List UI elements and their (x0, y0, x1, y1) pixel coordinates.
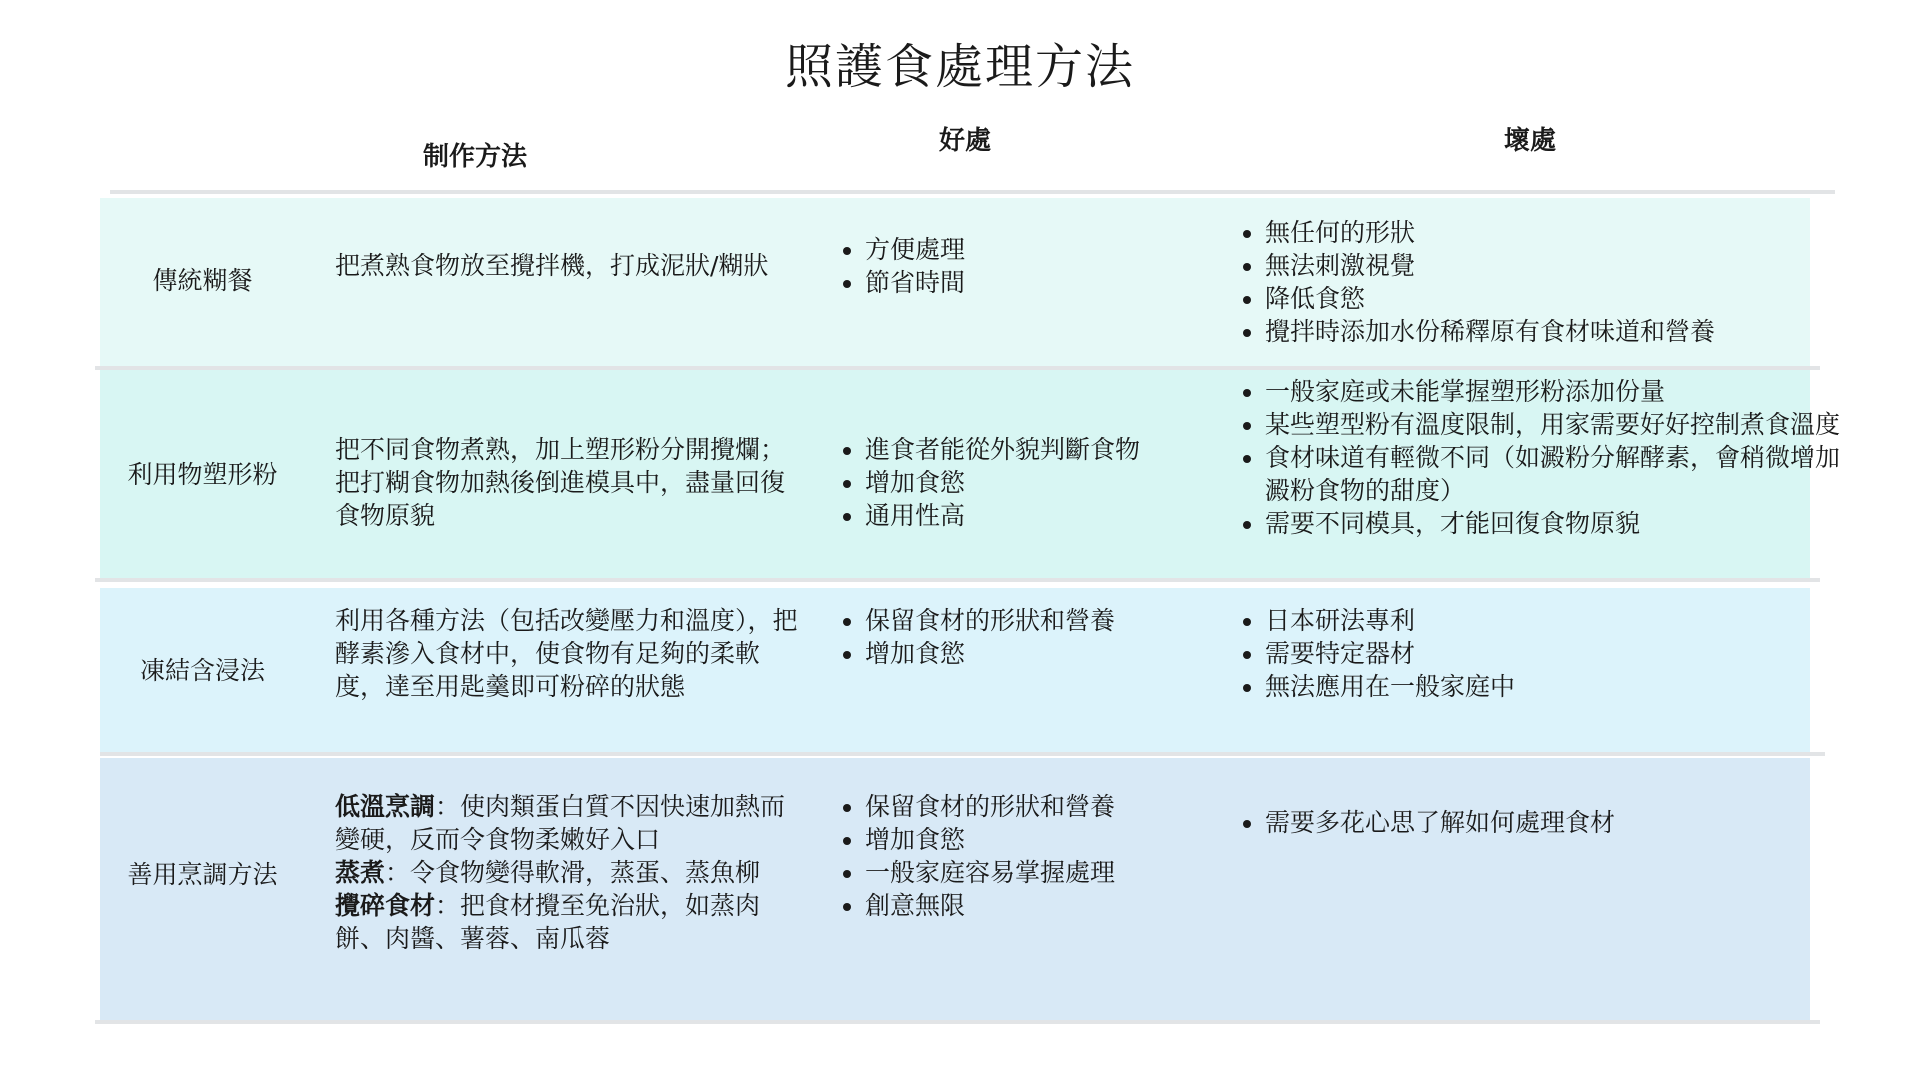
row-pros-list (830, 790, 1255, 922)
row-pros-list (830, 433, 1255, 532)
table-row-cooking-methods (100, 758, 1810, 1020)
list-item: • 節省時間 (865, 266, 1255, 299)
row-method (335, 790, 805, 955)
row-cons-list (1230, 806, 1845, 839)
column-header-pros: 好處 (938, 126, 991, 156)
row-method: 把煮熟食物放至攪拌機，打成泥狀/糊狀 (335, 251, 769, 280)
page-title: 照護食處理方法 (784, 39, 1135, 95)
list-item: • 無法應用在一般家庭中 (1265, 670, 1845, 703)
method-part-text: ：令食物變得軟滑，蒸蛋、蒸魚柳 (385, 858, 761, 887)
row-divider (95, 578, 1820, 582)
list-item: • 進食者能從外貌判斷食物 (865, 433, 1255, 466)
list-item: • 降低食慾 (1265, 282, 1845, 315)
method-part-text: ：把食材攪至免治狀，如蒸肉餅、肉醬、薯蓉、南瓜蓉 (335, 891, 761, 953)
row-name: 利用物塑形粉 (127, 460, 278, 489)
column-header-method: 制作方法 (422, 142, 527, 172)
row-cons-list (1230, 216, 1845, 348)
list-item: • 食材味道有輕微不同（如澱粉分解酵素，會稍微增加澱粉食物的甜度） (1265, 441, 1845, 507)
list-item: • 一般家庭或未能掌握塑形粉添加份量 (1265, 375, 1845, 408)
row-pros-list (830, 604, 1255, 670)
row-cons-list (1230, 604, 1845, 703)
method-part-steam (335, 856, 805, 889)
list-item: • 日本研法專利 (1265, 604, 1845, 637)
method-part-text: ：使肉類蛋白質不因快速加熱而變硬，反而令食物柔嫩好入口 (335, 792, 786, 854)
list-item: • 無法刺激視覺 (1265, 249, 1845, 282)
table-bottom-border (95, 1020, 1820, 1024)
row-method: 把不同食物煮熟，加上塑形粉分開攪爛；把打糊食物加熱後倒進模具中，盡量回復食物原貌 (335, 435, 786, 530)
list-item: • 增加食慾 (865, 823, 1255, 856)
list-item: • 某些塑型粉有溫度限制，用家需要好好控制煮食溫度 (1265, 408, 1845, 441)
method-part-mince (335, 889, 805, 955)
method-part-label: 蒸煮 (335, 858, 386, 887)
list-item: • 一般家庭容易掌握處理 (865, 856, 1255, 889)
list-item: • 攪拌時添加水份稀釋原有食材味道和營養 (1265, 315, 1845, 348)
row-method: 利用各種方法（包括改變壓力和溫度），把酵素滲入食材中，使食物有足夠的柔軟度，達至用匙羹即可粉碎的狀態 (335, 606, 798, 701)
table-row-traditional-puree (100, 198, 1810, 366)
list-item: • 需要多花心思了解如何處理食材 (1265, 806, 1845, 839)
list-item: • 保留食材的形狀和營養 (865, 790, 1255, 823)
row-name: 凍結含浸法 (139, 656, 265, 685)
list-item: • 需要特定器材 (1265, 637, 1845, 670)
list-item: • 增加食慾 (865, 466, 1255, 499)
method-part-label: 低溫烹調 (335, 792, 436, 821)
row-name: 傳統糊餐 (152, 266, 253, 295)
list-item: • 方便處理 (865, 233, 1255, 266)
list-item: • 增加食慾 (865, 637, 1255, 670)
table-row-freeze-infusion (100, 588, 1810, 752)
row-name: 善用烹調方法 (127, 860, 278, 889)
method-part-low-temp (335, 790, 805, 856)
list-item: • 通用性高 (865, 499, 1255, 532)
header-divider (110, 190, 1835, 194)
list-item: • 需要不同模具，才能回復食物原貌 (1265, 507, 1845, 540)
row-cons-list (1230, 375, 1845, 540)
list-item: • 創意無限 (865, 889, 1255, 922)
row-pros-list (830, 233, 1255, 299)
method-part-label: 攪碎食材 (335, 891, 436, 920)
table-row-shaping-powder (100, 370, 1841, 580)
row-divider (100, 752, 1825, 756)
list-item: • 保留食材的形狀和營養 (865, 604, 1255, 637)
column-header-cons: 壞處 (1503, 126, 1556, 156)
list-item: • 無任何的形狀 (1265, 216, 1845, 249)
